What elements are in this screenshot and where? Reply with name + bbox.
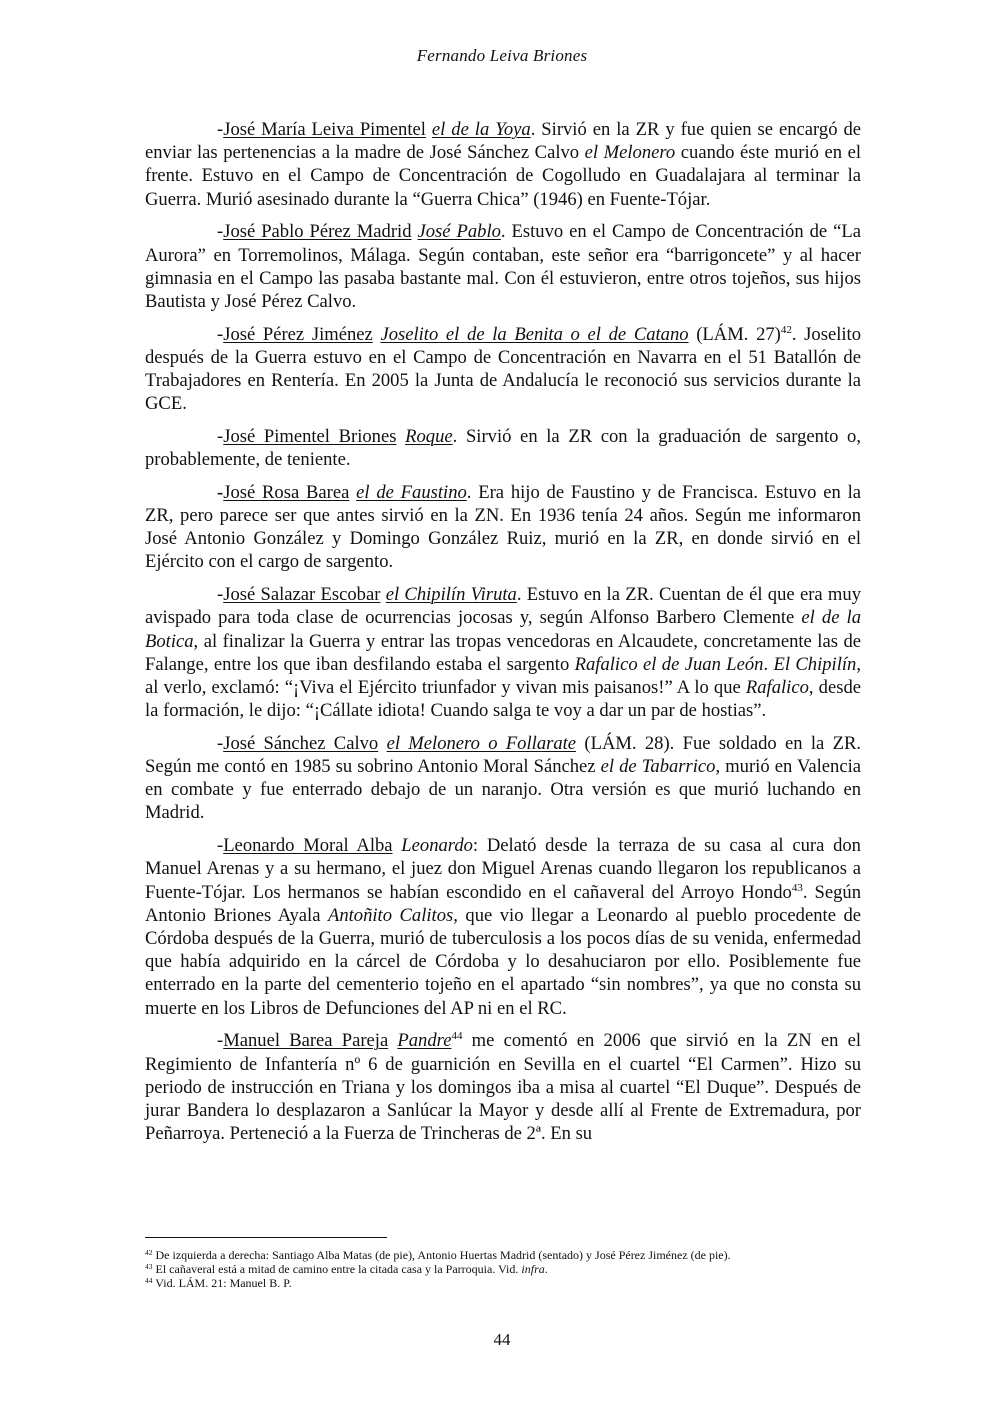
person-nickname: Leonardo: [401, 835, 473, 857]
person-nickname: el Chipilín Viruta: [385, 584, 517, 606]
entry-paragraph: -José Pimentel Briones Roque. Sirvió en la ZR con la graduación de sargento o, probablemente, de teniente.: [145, 425, 862, 471]
person-nickname: Joselito el de la Benita o el de Catano: [380, 323, 689, 345]
person-nickname: el de la Yoya: [431, 119, 531, 140]
footnote: $^{42}$ De izquierda a derecha: Santiago Alba Matas (de pie), Antonio Huertas Madrid (sentado) y José Pérez Jiménez (de pie).: [145, 1248, 731, 1262]
page-number: 44: [493, 1330, 511, 1349]
person-name: José Pérez Jiménez: [223, 323, 373, 345]
person-name: José Pimentel Briones: [223, 425, 397, 447]
footnote-ref: 44: [451, 1030, 463, 1043]
person-nickname: el Melonero o Follarate: [386, 732, 577, 754]
entry-paragraph: -José Pablo Pérez Madrid José Pablo. Estuvo en el Campo de Concentración de “La Aurora” en Torremolinos, Málaga. Según contaban, este señor era “barrigoncete” y al hacer gimnasia en el Campo las pasaba bastante mal. Con él estuvieron, entre otros tojeños, sus hijos Bautista y José Pérez Calvo.: [145, 221, 861, 312]
person-name: José Rosa Barea: [223, 481, 350, 503]
entry-paragraph: -José Pérez Jiménez Joselito el de la Benita o el de Catano (LÁM. 27)$^{42}$. Joselito después de la Guerra estuvo en el Campo de Concentración en Navarra en el 51 Batallón de Trabajadores en Rentería. En 2005 la Junta de Andalucía le reconoció sus servicios durante la GCE.: [145, 323, 861, 415]
footnote-ref: 42: [780, 323, 792, 336]
person-name: José Pablo Pérez Madrid: [223, 221, 412, 243]
entry-paragraph: -José Salazar Escobar el Chipilín Viruta. Estuvo en la ZR. Cuentan de él que era muy avispado para toda clase de ocurrencias jocosas y, según Alfonso Barbero Clemente el de la Botica, al finalizar la Guerra y entrar las tropas vencedoras en Alcaudete, concretamente las de Falange, entre los que iban desfilando estaba el sargento Rafalico el de Juan León. El Chipilín, al verlo, exclamó: “¡Viva el Ejército triunfador y vivan mis paisanos!” A lo que Rafalico, desde la formación, le dijo: “¡Cállate idiota! Cuando salga te voy a dar un par de hostias”.: [145, 584, 861, 722]
entry-paragraph: -Manuel Barea Pareja Pandre$^{44}$ me comentó en 2006 que sirvió en la ZN en el Regimiento de Infantería nº 6 de guarnición en Sevilla en el cuartel “El Carmen”. Hizo su periodo de instrucción en Triana y los domingos iba a misa al cuartel “El Duque”. Después de jurar Bandera lo desplazaron a Sanlúcar la Mayor y desde allí al Frente de Extremadura, por Peñarroya. Perteneció a la Fuerza de Trincheras de 2ª. En su: [145, 1030, 861, 1145]
footnote: $^{43}$ El cañaveral está a mitad de camino entre la citada casa y la Parroquia. Vid. infra.: [145, 1262, 548, 1277]
person-nickname: José Pablo: [417, 221, 501, 243]
footnote-ref: 43: [791, 881, 803, 894]
person-name: José Sánchez Calvo: [223, 732, 379, 754]
person-nickname: el de Faustino: [356, 481, 467, 503]
person-name: Leonardo Moral Alba: [223, 835, 393, 857]
entry-paragraph: -José Sánchez Calvo el Melonero o Follarate (LÁM. 28). Fue soldado en la ZR. Según me contó en 1985 su sobrino Antonio Moral Sánchez el de Tabarrico, murió en Valencia en combate y fue enterrado debajo de un naranjo. Otra versión es que murió luchando en Madrid.: [145, 732, 862, 824]
entry-paragraph: -José Rosa Barea el de Faustino. Era hijo de Faustino y de Francisca. Estuvo en la ZR, pero parece ser que antes sirvió en la ZN. En 1936 tenía 24 años. Según me informaron José Antonio González y Domingo González Ruiz, murió en la ZR, en donde sirvió en el Ejército con el cargo de sargento.: [145, 481, 861, 573]
footnotes: [145, 1248, 861, 1291]
person-name: José María Leiva Pimentel: [223, 119, 426, 140]
footnote: $^{44}$ Vid. LÁM. 21: Manuel B. P.: [145, 1276, 292, 1291]
person-name: José Salazar Escobar: [223, 584, 381, 606]
person-name: Manuel Barea Pareja: [223, 1030, 389, 1052]
main-text: [145, 118, 861, 1155]
entry-paragraph: -José María Leiva Pimentel el de la Yoya. Sirvió en la ZR y fue quien se encargó de enviar las pertenencias a la madre de José Sánchez Calvo el Melonero cuando éste murió en el frente. Estuvo en el Campo de Concentración de Cogolludo en Guadalajara al terminar la Guerra. Murió asesinado durante la “Guerra Chica” (1946) en Fuente-Tójar.: [145, 119, 862, 210]
person-nickname: Pandre: [397, 1030, 452, 1052]
running-header: Fernando Leiva Briones: [416, 46, 588, 65]
footnote-separator: [145, 1237, 387, 1238]
person-nickname: Roque: [405, 425, 453, 447]
entry-paragraph: -Leonardo Moral Alba Leonardo: Delató desde la terraza de su casa al cura don Manuel Arenas y a su hermano, el juez don Miguel Arenas cuando llegaron los republicanos a Fuente-Tójar. Los hermanos se habían escondido en el cañaveral del Arroyo Hondo$^{43}$. Según Antonio Briones Ayala Antoñito Calitos, que vio llegar a Leonardo al pueblo procedente de Córdoba después de la Guerra, murió de tuberculosis a los pocos días de su venida, enfermedad que había adquirido en la cárcel de Córdoba y lo desahuciaron por ello. Posiblemente fue enterrado en la parte del cementerio tojeño en el apartado “sin nombres”, ya que no consta su muerte en los Libros de Defunciones del AP ni en el RC.: [145, 835, 861, 1019]
